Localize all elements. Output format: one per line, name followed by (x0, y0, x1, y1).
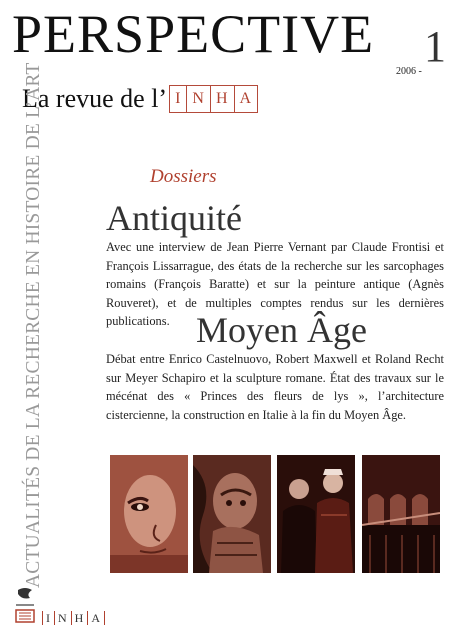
issue-date: 2006 - (396, 66, 422, 77)
vertical-band-text: ACTUALITÉS DE LA RECHERCHE EN HISTOIRE DE L’ART (23, 62, 44, 588)
inha-letter: H (211, 86, 235, 112)
inha-letter: I (42, 611, 55, 625)
inha-letter: A (88, 611, 105, 625)
magazine-title: PERSPECTIVE (12, 4, 375, 64)
section-text-moyen-age: Débat entre Enrico Castelnuovo, Robert Maxwell et Roland Recht sur Meyer Schapiro et la sculpture romane. État des travaux sur le mécénat des « Princes des fleurs de lys », l’architecture cistercienne, la construction en Italie à la fin du Moyen Âge. (106, 352, 444, 422)
issue-number: 1 (424, 22, 446, 71)
publisher-logo (14, 586, 36, 626)
photo-strip (110, 455, 440, 573)
subtitle (22, 84, 258, 114)
photo-fresco-face (110, 455, 188, 573)
section-text-antiquite: Avec une interview de Jean Pierre Vernant par Claude Frontisi et François Lissarrague, des états de la recherche sur les sarcophages romains (François Baratte) et sur la peinture antique (Agnès Rouveret), et de multiples comptes rendus sur les dernières publications. (106, 240, 444, 329)
inha-letter: N (55, 611, 72, 625)
inha-letter: A (239, 90, 253, 107)
inha-letter: I (170, 86, 187, 112)
footer-inha-logo (42, 611, 105, 625)
section-label: Dossiers (150, 166, 217, 187)
section-heading-moyen-age: Moyen Âge (196, 310, 367, 350)
inha-letter: N (187, 86, 211, 112)
section-heading-antiquite: Antiquité (106, 198, 242, 238)
photo-medieval-figures (277, 455, 355, 573)
subtitle-text: La revue de l’ (22, 84, 168, 113)
inha-logo (169, 85, 258, 113)
photo-cistercian-architecture (362, 455, 440, 573)
inha-letter: H (72, 611, 89, 625)
photo-romanesque-sculpture (193, 455, 271, 573)
